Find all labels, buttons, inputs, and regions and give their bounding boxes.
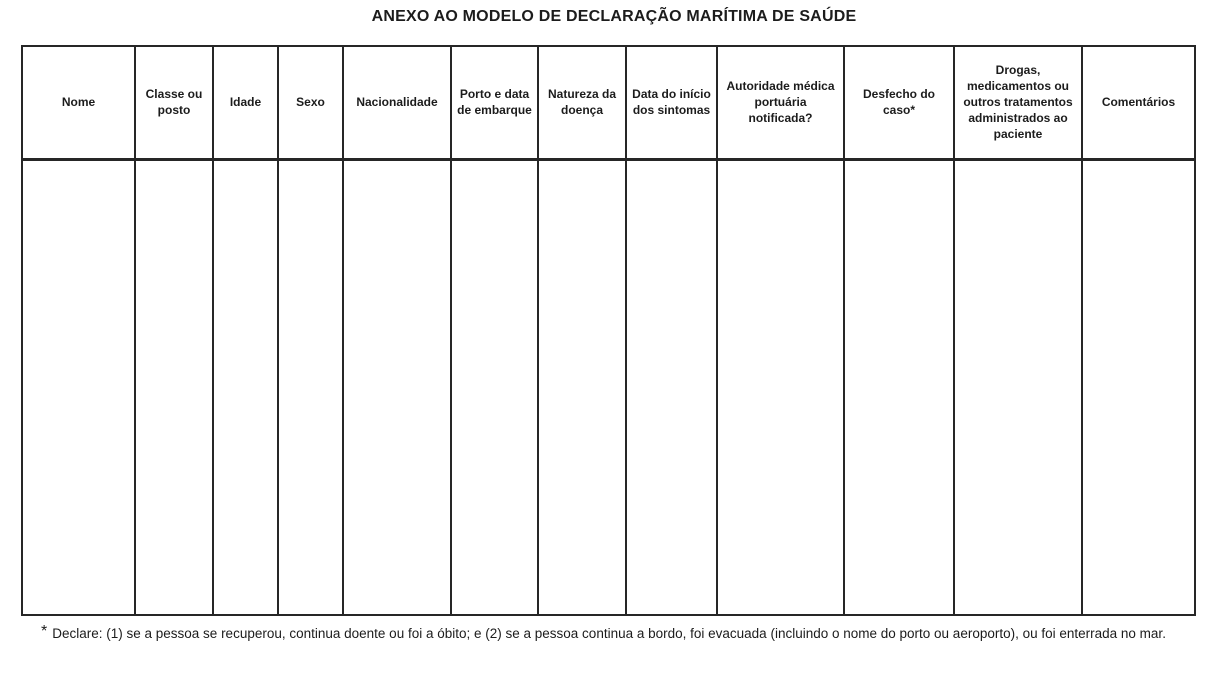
empty-cell-porto-data-embarque bbox=[451, 159, 538, 615]
column-header-classe-ou-posto: Classe ou posto bbox=[135, 46, 213, 159]
column-header-porto-data-embarque: Porto e data de embarque bbox=[451, 46, 538, 159]
empty-cell-idade bbox=[213, 159, 278, 615]
column-header-sexo: Sexo bbox=[278, 46, 343, 159]
column-header-nome: Nome bbox=[22, 46, 135, 159]
column-header-drogas-tratamentos: Drogas, medicamentos ou outros tratamentos administrados ao paciente bbox=[954, 46, 1082, 159]
empty-cell-data-inicio-sintomas bbox=[626, 159, 717, 615]
table-header-row bbox=[22, 46, 1195, 159]
column-header-nacionalidade: Nacionalidade bbox=[343, 46, 451, 159]
column-header-natureza-doenca: Natureza da doença bbox=[538, 46, 626, 159]
footnote bbox=[41, 623, 1190, 645]
empty-cell-natureza-doenca bbox=[538, 159, 626, 615]
footnote-text: Declare: (1) se a pessoa se recuperou, continua doente ou foi a óbito; e (2) se a pessoa continua a bordo, foi evacuada (incluindo o nome do porto ou aeroporto), ou foi enterrada no mar. bbox=[52, 626, 1166, 641]
empty-cell-comentarios bbox=[1082, 159, 1195, 615]
column-header-idade: Idade bbox=[213, 46, 278, 159]
empty-cell-desfecho-caso bbox=[844, 159, 954, 615]
empty-cell-classe-ou-posto bbox=[135, 159, 213, 615]
column-header-desfecho-caso: Desfecho do caso* bbox=[844, 46, 954, 159]
empty-cell-autoridade-medica bbox=[717, 159, 844, 615]
health-declaration-annex-table bbox=[21, 45, 1196, 616]
footnote-asterisk-marker: * bbox=[41, 623, 48, 640]
empty-cell-nacionalidade bbox=[343, 159, 451, 615]
column-header-data-inicio-sintomas: Data do início dos sintomas bbox=[626, 46, 717, 159]
empty-cell-nome bbox=[22, 159, 135, 615]
column-header-comentarios: Comentários bbox=[1082, 46, 1195, 159]
empty-cell-sexo bbox=[278, 159, 343, 615]
table-empty-row bbox=[22, 159, 1195, 615]
column-header-autoridade-medica: Autoridade médica portuária notificada? bbox=[717, 46, 844, 159]
empty-cell-drogas-tratamentos bbox=[954, 159, 1082, 615]
page-title: ANEXO AO MODELO DE DECLARAÇÃO MARÍTIMA DE SAÚDE bbox=[371, 8, 857, 25]
